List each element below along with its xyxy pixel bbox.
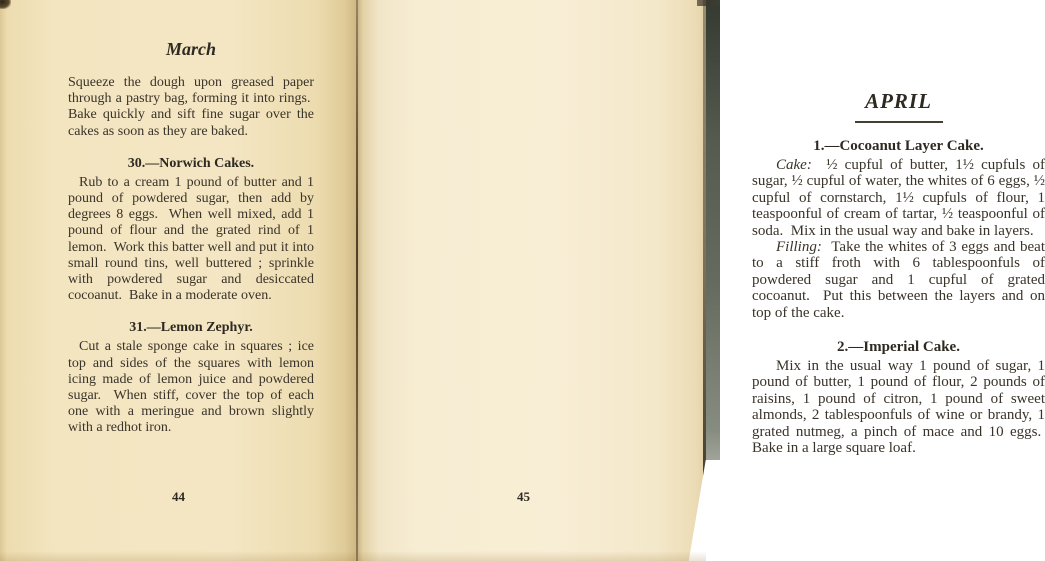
recipe-body-lemon-zephyr: Cut a stale sponge cake in squares ; ice top and sides of the squares with lemon icing made of lemon juice and powdered sugar. When stiff, cover the top of each one with a meringue and brown slightly with a redhot iron. [68,339,314,436]
gutter-line [356,0,358,561]
page-number-left: 44 [172,489,185,504]
recipe-body-cocoanut-cake [752,157,1045,239]
recipe-body-imperial-cake: Mix in the usual way 1 pound of sugar, 1 pound of butter, 1 pound of flour, 2 pounds of raisins, 1 pound of citron, 1 pound of sweet almonds, 2 tablespoonfuls of wine or brandy, 1 grated nutmeg, a pinch of mace and 10 eggs. Bake in a large square loaf. [752,358,1045,457]
recipe-body-filling-text: Take the whites of 3 eggs and beat to a stiff froth with 6 tablespoonfuls of powdered sugar and 1 cupful of grated cocoanut. Put this between the layers and on top of the cake. [752,239,1045,321]
recipe-title-norwich-cakes: 30.—Norwich Cakes. [127,155,255,171]
recipe-title-cocoanut-layer-cake: 1.—Cocoanut Layer Cake. [813,138,984,154]
page-left-content [68,38,314,437]
page-right [357,0,1045,561]
recipe-body-cake-text: ½ cupful of butter, 1½ cupfuls of sugar, ½ cupful of water, the whites of 6 eggs, ½ cupful of cornstarch, 1½ cupfuls of flour, 1 teaspoonful of cream of tartar, ½ teaspoonful of soda. Mix in the usual way and bake in layers. [752,157,1045,239]
page-left [0,0,357,561]
recipe-title-lemon-zephyr: 31.—Lemon Zephyr. [129,320,253,336]
recipe-title-imperial-cake: 2.—Imperial Cake. [837,339,960,356]
running-header-march: March [165,39,216,59]
page-right-content [752,88,1045,457]
recipe-body-norwich-cakes: Rub to a cream 1 pound of butter and 1 pound of powdered sugar, then add by degrees 8 eggs. When well mixed, add 1 pound of flour and the grated rind of 1 lemon. Work this batter well and put it into small round tins, well buttered ; sprinkle with powdered sugar and desiccated cocoanut. Bake in a moderate oven. [68,174,314,304]
header-rule [855,121,943,123]
recipe-body-cocoanut-filling [752,239,1045,321]
section-header-april: APRIL [865,89,932,113]
continued-recipe-paragraph: Squeeze the dough upon greased paper through a pastry bag, forming it into rings. Bake quickly and sift fine sugar over the cakes as soon as they are baked. [68,75,314,139]
smudge-top-left [0,0,11,9]
lead-cake: Cake: [776,157,812,173]
lead-filling: Filling: [776,239,822,256]
smudge-top-right [697,0,720,6]
book-edge-strip [706,0,720,478]
page-number-right: 45 [517,489,530,504]
